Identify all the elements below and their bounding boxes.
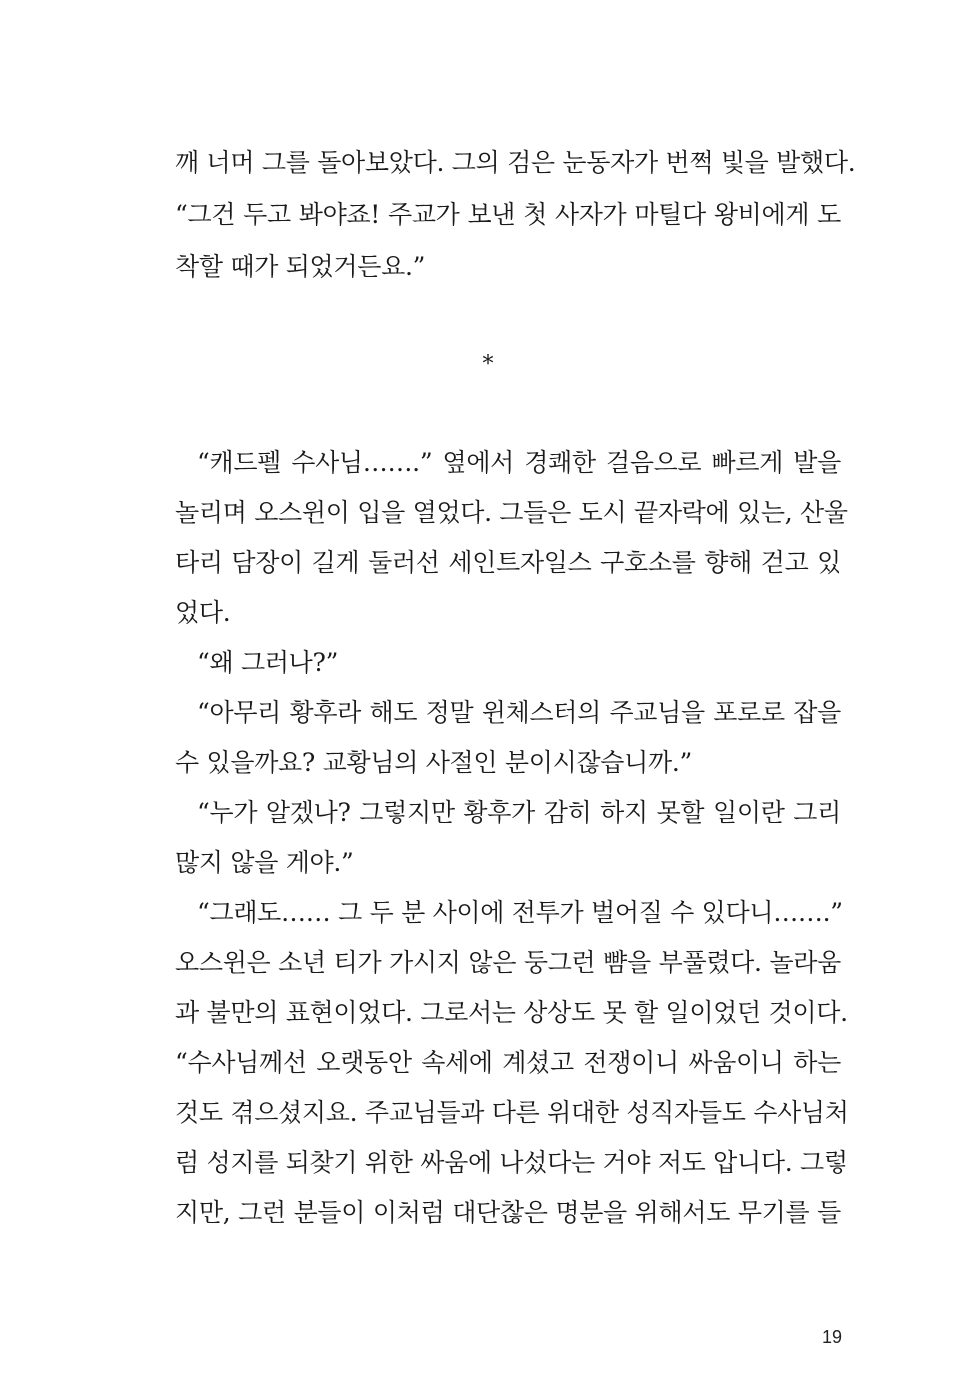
section-separator: * bbox=[482, 352, 494, 377]
text-line: 지만, 그런 분들이 이처럼 대단찮은 명분을 위해서도 무기를 들 bbox=[175, 1198, 841, 1227]
text-line: “누가 알겠나? 그렇지만 황후가 감히 하지 못할 일이란 그리 bbox=[197, 798, 841, 827]
text-line: “그래도…… 그 두 분 사이에 전투가 벌어질 수 있다니…….” bbox=[197, 898, 843, 927]
text-line: “아무리 황후라 해도 정말 윈체스터의 주교님을 포로로 잡을 bbox=[197, 698, 841, 727]
text-line: 수 있을까요? 교황님의 사절인 분이시잖습니까.” bbox=[175, 748, 692, 777]
text-line: 었다. bbox=[175, 598, 231, 627]
text-line: 과 불만의 표현이었다. 그로서는 상상도 못 할 일이었던 것이다. bbox=[175, 998, 848, 1027]
text-line: 럼 성지를 되찾기 위한 싸움에 나섰다는 거야 저도 압니다. 그렇 bbox=[175, 1148, 848, 1177]
text-line: 깨 너머 그를 돌아보았다. 그의 검은 눈동자가 번쩍 빛을 발했다. bbox=[175, 148, 856, 177]
text-line: 많지 않을 게야.” bbox=[175, 848, 354, 877]
page-number: 19 bbox=[821, 1327, 842, 1347]
text-line: 놀리며 오스윈이 입을 열었다. 그들은 도시 끝자락에 있는, 산울 bbox=[175, 498, 848, 527]
text-line: 타리 담장이 길게 둘러선 세인트자일스 구호소를 향해 걷고 있 bbox=[175, 548, 841, 577]
text-line: 것도 겪으셨지요. 주교님들과 다른 위대한 성직자들도 수사님처 bbox=[175, 1098, 849, 1127]
text-line: “수사님께선 오랫동안 속세에 계셨고 전쟁이니 싸움이니 하는 bbox=[175, 1048, 841, 1077]
text-line: 착할 때가 되었거든요.” bbox=[175, 252, 426, 281]
text-line: “그건 두고 봐야죠! 주교가 보낸 첫 사자가 마틸다 왕비에게 도 bbox=[175, 200, 841, 229]
text-line: “캐드펠 수사님…….” 옆에서 경쾌한 걸음으로 빠르게 발을 bbox=[197, 448, 841, 477]
text-line: 오스윈은 소년 티가 가시지 않은 둥그런 뺨을 부풀렸다. 놀라움 bbox=[175, 948, 841, 977]
text-line: “왜 그러나?” bbox=[197, 648, 339, 677]
